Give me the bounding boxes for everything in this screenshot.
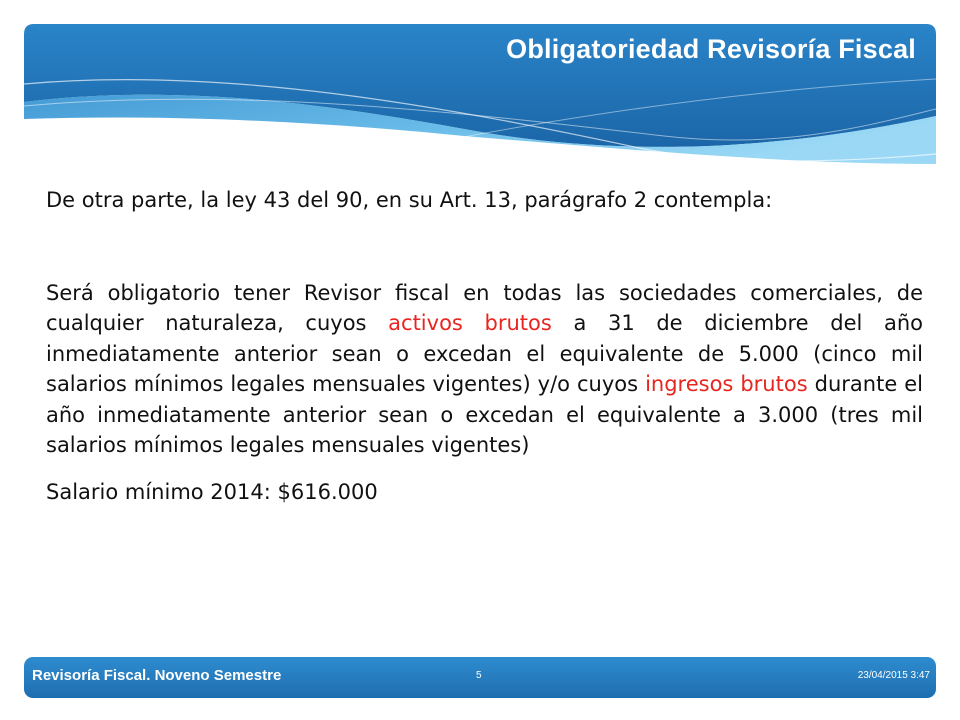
intro-paragraph: De otra parte, la ley 43 del 90, en su Art. 13, parágrafo 2 contempla:	[46, 188, 773, 212]
salary-line: Salario mínimo 2014: $616.000	[46, 479, 378, 504]
footer-bar	[24, 657, 936, 698]
highlight-activos-brutos: activos brutos	[388, 311, 552, 335]
page-number: 5	[476, 670, 482, 681]
title-banner	[24, 24, 936, 164]
main-text-part-3: durante el año inmediatamente anterior sean o excedan el equivalente a 3.000 (tres mil salarios mínimos legales mensuales vigentes)	[46, 372, 923, 457]
highlight-ingresos-brutos: ingresos brutos	[645, 372, 808, 396]
footer-course: Revisoría Fiscal. Noveno Semestre	[32, 667, 282, 684]
main-text-part-1: Será obligatorio tener Revisor fiscal en todas las sociedades comerciales, de cualquier naturaleza, cuyos	[46, 280, 923, 335]
main-text-part-2: a 31 de diciembre del año inmediatamente anterior sean o excedan el equivalente de 5.000 (cinco mil salarios mínimos legales mensuales vigentes) y/o cuyos	[46, 311, 923, 396]
footer-date: 23/04/2015 3:47	[857, 670, 930, 681]
slide-title: Obligatoriedad Revisoría Fiscal	[506, 34, 916, 64]
slide-body	[46, 185, 923, 507]
main-paragraph	[46, 278, 923, 461]
